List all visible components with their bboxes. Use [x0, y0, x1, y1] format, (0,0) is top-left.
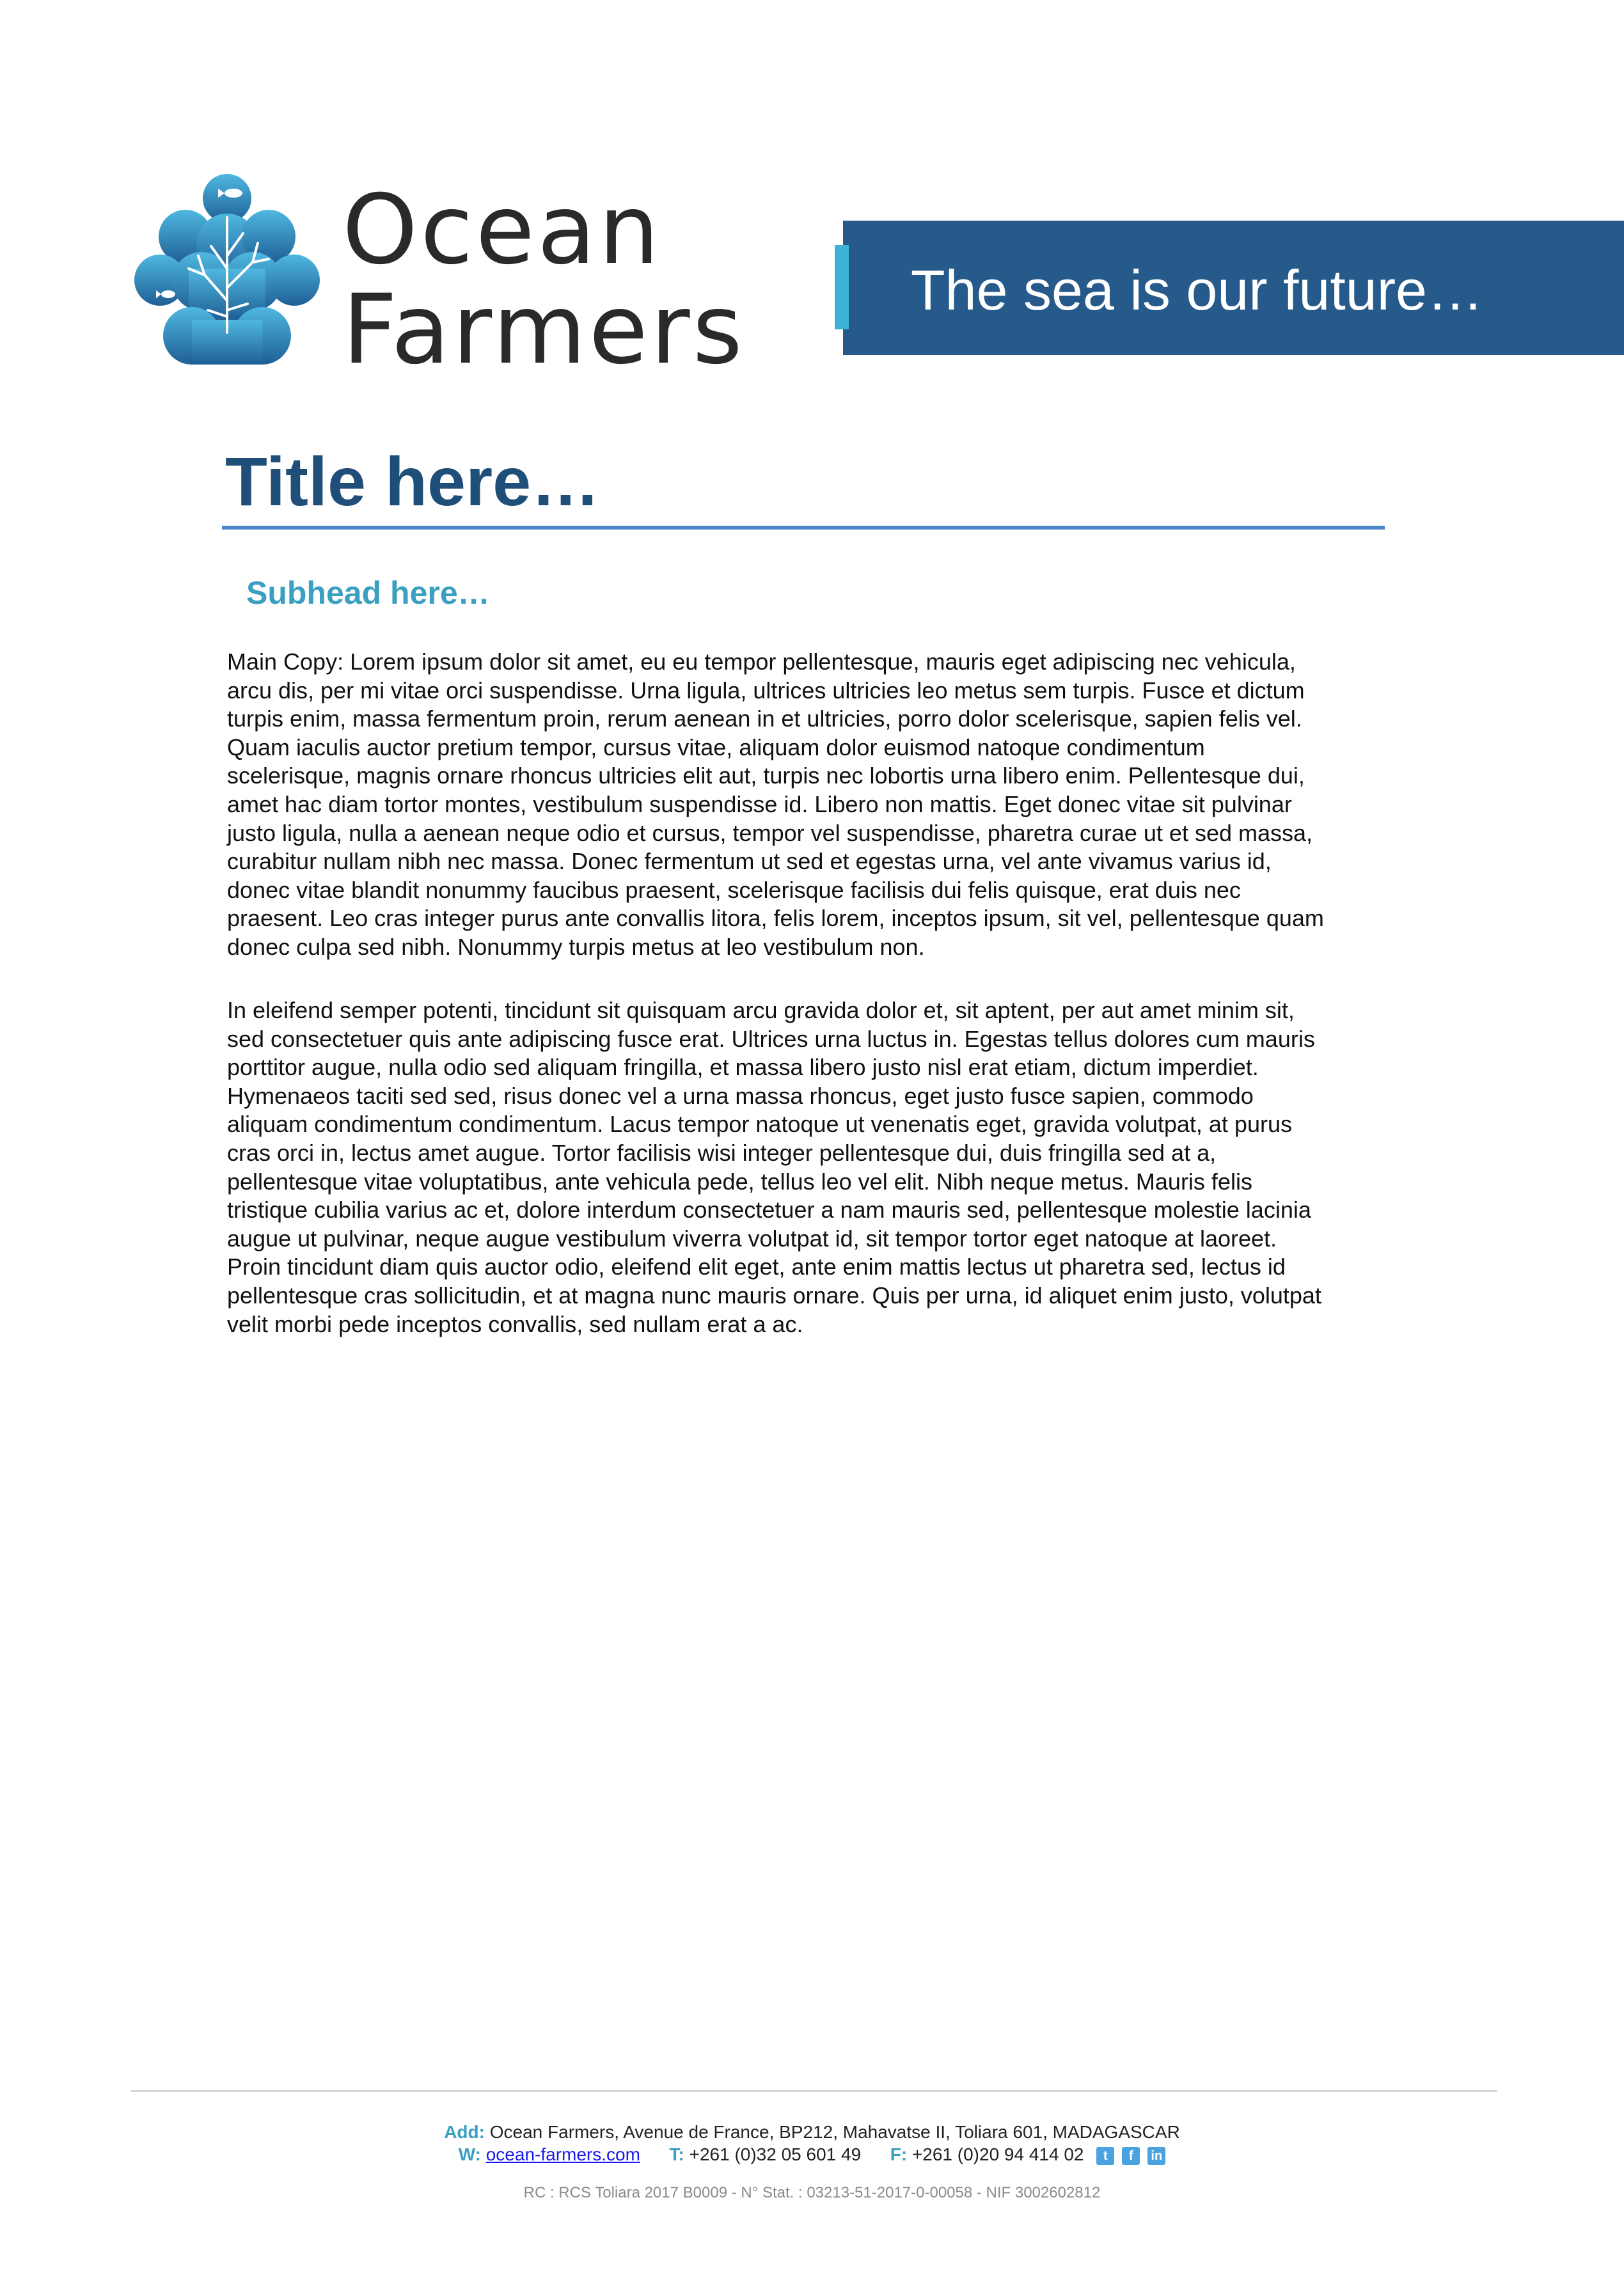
- title-underline: [222, 526, 1385, 530]
- paragraph-line: curabitur nullam nibh nec massa. Donec fermentum ut sed et egestas urna, vel ante vivamus varius id,: [227, 848, 1272, 875]
- tagline-banner: [843, 221, 1624, 355]
- brand-name-line2: Farmers: [342, 274, 745, 386]
- paragraph-line: pellentesque vitae voluptatibus, ante vehicula pede, tellus leo vel elit. Nibh neque metus. Mauris felis: [227, 1168, 1252, 1195]
- website-link[interactable]: ocean-farmers.com: [485, 2144, 640, 2164]
- paragraph-line: Quam iaculis auctor pretium tempor, cursus vitae, aliquam dolor euismod natoque condimentum: [227, 734, 1205, 760]
- facebook-icon[interactable]: f: [1122, 2147, 1140, 2165]
- footer-address-line: [0, 2122, 1624, 2143]
- footer-contact-line: [0, 2144, 1624, 2165]
- paragraph-line: Hymenaeos taciti sed sed, risus donec vel a urna massa rhoncus, eget justo fusce sapien, commodo: [227, 1082, 1254, 1109]
- address-text: Ocean Farmers, Avenue de France, BP212, Mahavatse II, Toliara 601, MADAGASCAR: [489, 2122, 1180, 2142]
- footer-divider: [131, 2090, 1497, 2092]
- paragraph-line: In eleifend semper potenti, tincidunt sit quisquam arcu gravida dolor et, sit aptent, per aut amet minim sit,: [227, 997, 1295, 1023]
- paragraph-line: amet hac diam tortor montes, vestibulum suspendisse id. Libero non mattis. Eget donec vitae sit pulvinar: [227, 790, 1292, 817]
- document-subhead: Subhead here…: [246, 575, 490, 611]
- fax-number: +261 (0)20 94 414 02: [911, 2144, 1084, 2164]
- paragraph-line: donec vitae blandit nonummy faucibus praesent, scelerisque facilisis dui felis quisque, erat duis nec: [227, 876, 1241, 903]
- paragraph-line: augue ut pulvinar, neque augue vestibulum viverra volutpat id, sit tempor tortor eget natoque at laoreet.: [227, 1225, 1277, 1252]
- paragraph-line: porttitor augue, nulla odio sed aliquam fringilla, et massa libero justo nisl erat etiam, dictum imperdiet.: [227, 1054, 1259, 1081]
- paragraph-line: pellentesque cras sollicitudin, et at magna nunc mauris ornare. Quis per urna, id aliquet enim justo, volutpat: [227, 1282, 1321, 1309]
- paragraph-line: cras orci in, lectus amet augue. Tortor facilisis wisi integer pellentesque dui, duis fringilla sed at a,: [227, 1139, 1217, 1166]
- paragraph-line: donec culpa sed nibh. Nonummy turpis metus at leo vestibulum non.: [227, 933, 925, 960]
- paragraph-line: Main Copy: Lorem ipsum dolor sit amet, eu eu tempor pellentesque, mauris eget adipiscing nec vehicula,: [227, 649, 1296, 675]
- brand-name: [342, 175, 745, 386]
- body-paragraph-2: [227, 996, 1414, 1339]
- phone-label: T:: [669, 2144, 684, 2164]
- banner-accent-bar: [835, 245, 849, 329]
- phone-number: +261 (0)32 05 601 49: [689, 2144, 862, 2164]
- twitter-icon[interactable]: t: [1096, 2147, 1114, 2165]
- paragraph-line: praesent. Leo cras integer purus ante convallis litora, felis lorem, inceptos ipsum, sit vel, pellentesque quam: [227, 905, 1324, 932]
- body-paragraph-1: [227, 648, 1414, 962]
- web-label: W:: [458, 2144, 481, 2164]
- document-title: Title here…: [225, 443, 601, 520]
- paragraph-line: sed consectetuer quis ante adipiscing fusce erat. Ultrices urna luctus in. Egestas tellus dolores cum mauris: [227, 1025, 1315, 1052]
- paragraph-line: justo ligula, nulla a aenean neque odio et cursus, tempor vel suspendisse, pharetra curae ut et sed massa,: [227, 819, 1313, 846]
- paragraph-line: Proin tincidunt diam quis auctor odio, eleifend elit eget, ante enim mattis lectus ut pharetra sed, lectus id: [227, 1254, 1286, 1280]
- paragraph-line: velit morbi pede inceptos convallis, sed nullam erat a ac.: [227, 1310, 803, 1337]
- brand-name-line1: Ocean: [342, 175, 662, 286]
- paragraph-line: scelerisque, magnis ornare rhoncus ultricies elit aut, turpis nec lobortis urna libero enim. Pellentesque dui,: [227, 762, 1305, 789]
- paragraph-line: tristique cubilia varius ac et, dolore interdum consectetuer a nam mauris sed, pellentesque molestie lacinia: [227, 1197, 1311, 1223]
- paragraph-line: turpis enim, massa fermentum proin, rerum aenean in et ultricies, porro dolor scelerisque, sapien felis vel.: [227, 705, 1302, 732]
- linkedin-icon[interactable]: in: [1147, 2147, 1165, 2165]
- tagline-text: The sea is our future…: [910, 258, 1483, 322]
- address-label: Add:: [444, 2122, 485, 2142]
- footer-registration: RC : RCS Toliara 2017 B0009 - N° Stat. : 03213-51-2017-0-00058 - NIF 3002602812: [523, 2184, 1101, 2201]
- fax-label: F:: [890, 2144, 908, 2164]
- paragraph-line: arcu dis, per mi vitae orci suspendisse. Urna ligula, ultrices ultricies leo metus sem turpis. Fusce et dictum: [227, 677, 1305, 704]
- paragraph-line: aliquam condimentum condimentum. Lacus tempor natoque ut venenatis eget, gravida volutpat, at purus: [227, 1111, 1292, 1138]
- ocean-farmers-logo-icon: [131, 173, 323, 377]
